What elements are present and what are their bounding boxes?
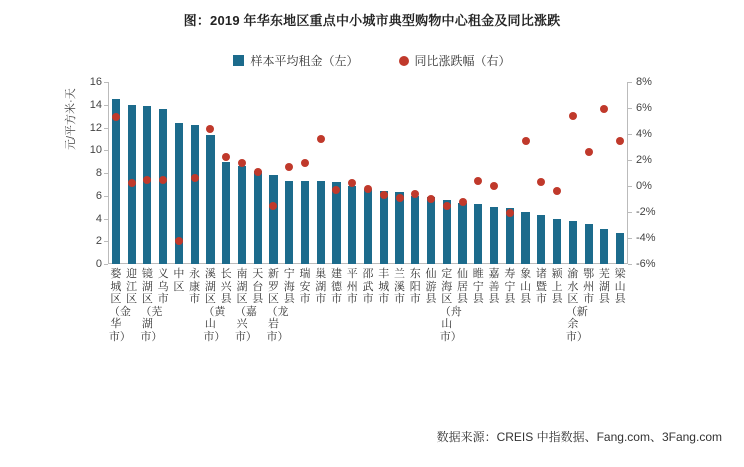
y-tick-label: 0 [95,258,102,270]
data-point [474,177,482,185]
bar [600,229,608,264]
legend-dot-swatch-icon [399,56,409,66]
x-axis-labels [108,268,628,448]
x-tick-label: 瑞安市 [299,268,311,306]
y-tick-label: 12 [89,121,102,134]
bar [380,191,388,264]
data-point [490,182,498,190]
plot-area [89,76,656,270]
chart-title: 图：2019 年华东地区重点中小城市典型购物中心租金及同比涨跌 [183,13,561,28]
y2-tick-mark [628,186,632,187]
y2-tick-label: 0% [636,180,652,192]
y2-tick-mark [628,134,632,135]
y2-tick-mark [628,108,632,109]
x-tick-label: 芜湖县 [598,268,610,306]
data-point [616,137,624,145]
bar [332,182,340,264]
data-point [569,112,577,120]
y-tick-label: 14 [89,98,102,111]
bar [112,99,120,264]
data-point [317,135,325,143]
y2-tick-mark [628,160,632,161]
x-tick-label: 巢湖市 [315,268,327,306]
y-tick-mark [104,128,108,129]
bar [474,204,482,264]
y-tick-mark [104,82,108,83]
y2-tick-label: 8% [636,76,652,88]
bar [159,109,167,264]
bar [206,135,214,264]
data-point [285,163,293,171]
bar [458,203,466,264]
x-tick-label: 建德市 [330,268,342,306]
data-point [175,237,183,245]
y-tick-mark [104,241,108,242]
bar [301,181,309,264]
x-tick-label: 颍上县 [551,268,563,306]
data-point [585,148,593,156]
x-tick-label: 仙居县 [457,268,469,306]
y2-tick-label: -2% [636,206,656,218]
y2-tick-label: 6% [636,102,652,114]
bar [364,189,372,264]
bar [191,125,199,264]
bar [222,162,230,264]
data-point [206,125,214,133]
data-point [112,113,120,121]
x-tick-label: 鄂州市 [583,268,595,306]
legend-item-bar [233,52,358,69]
bar [585,224,593,264]
data-point [553,187,561,195]
y-tick-label: 2 [95,235,102,248]
x-tick-label: 梁山县 [614,268,626,306]
x-tick-label: 南湖区（嘉兴市） [234,268,257,343]
bar [254,171,262,264]
x-tick-label: 宁海县 [283,268,295,306]
x-tick-label: 定海区（舟山市） [439,268,462,343]
y-tick-label: 10 [89,144,102,157]
x-tick-label: 东阳市 [409,268,421,306]
y2-tick-label: 4% [636,128,652,140]
chart-legend [0,52,744,69]
y2-tick-label: 2% [636,154,652,166]
x-tick-label: 义乌市 [157,268,169,306]
x-tick-label: 仙游县 [425,268,437,306]
data-point [380,191,388,199]
bar [537,215,545,264]
data-point [222,153,230,161]
bar [427,197,435,264]
y-tick-label: 16 [89,76,102,88]
x-tick-label: 迎江区 [126,268,138,306]
data-point [301,159,309,167]
bar [285,181,293,264]
x-tick-label: 平州市 [346,268,358,306]
x-tick-label: 溪湖区（黄山市） [203,268,226,343]
y2-tick-mark [628,82,632,83]
legend-dot-label: 同比涨跌幅（右） [414,54,511,68]
x-tick-label: 渝水区（新余市） [565,268,588,343]
x-tick-label: 中区 [173,268,185,293]
data-point [427,195,435,203]
source-note: 数据来源：CREIS 中指数据、Fang.com、3Fang.com [436,430,722,444]
x-tick-label: 天台县 [252,268,264,306]
y2-tick-mark [628,238,632,239]
bar [553,219,561,265]
x-tick-label: 婺城区（金华市） [108,268,131,343]
y-tick-mark [104,150,108,151]
data-point [159,176,167,184]
legend-item-dot [399,52,511,69]
data-point [191,174,199,182]
y-tick-label: 4 [95,212,102,225]
data-point [396,194,404,202]
x-tick-label: 丰城市 [378,268,390,306]
x-tick-label: 诸暨市 [535,268,547,306]
bar [317,181,325,264]
y2-tick-label: -6% [636,258,656,270]
data-point [332,186,340,194]
x-tick-label: 邵武市 [362,268,374,306]
y-axis-label: 元/平方米·天 [65,88,77,150]
y-tick-label: 8 [95,167,102,179]
legend-bar-label: 样本平均租金（左） [250,54,359,68]
data-point [411,190,419,198]
y2-tick-mark [628,212,632,213]
legend-bar-swatch-icon [233,55,244,66]
y-tick-mark [104,173,108,174]
bar [348,186,356,264]
x-tick-label: 镜湖区（芜湖市） [140,268,163,343]
bar [443,200,451,264]
x-tick-label: 象山县 [520,268,532,306]
data-point [459,198,467,206]
y-tick-mark [104,196,108,197]
x-tick-label: 新罗区（龙岩市） [266,268,289,343]
bar [411,196,419,264]
data-point [269,202,277,210]
data-point [238,159,246,167]
data-point [143,176,151,184]
y-tick-mark [104,105,108,106]
bar [616,233,624,264]
data-point [254,168,262,176]
bar [238,166,246,264]
data-point [364,185,372,193]
x-tick-label: 寿宁县 [504,268,516,306]
bar [143,106,151,264]
x-tick-label: 睢宁县 [472,268,484,306]
data-point [348,179,356,187]
bar [521,212,529,264]
x-tick-label: 兰溪市 [394,268,405,306]
y2-tick-label: -4% [636,232,656,244]
x-tick-label: 长兴县 [220,268,232,306]
x-tick-label: 嘉善县 [488,268,500,306]
data-point [600,105,608,113]
y-tick-mark [104,219,108,220]
bar [569,221,577,264]
data-point [506,209,514,217]
data-point [537,178,545,186]
bar [269,175,277,264]
bar-series [108,82,628,264]
x-tick-label: 永康市 [189,268,201,306]
bar [490,207,498,264]
data-point [443,202,451,210]
y-tick-mark [104,264,108,265]
y2-tick-mark [628,264,632,265]
bar [395,192,403,264]
data-point [128,179,136,187]
y-tick-label: 6 [95,189,102,202]
data-point [522,137,530,145]
